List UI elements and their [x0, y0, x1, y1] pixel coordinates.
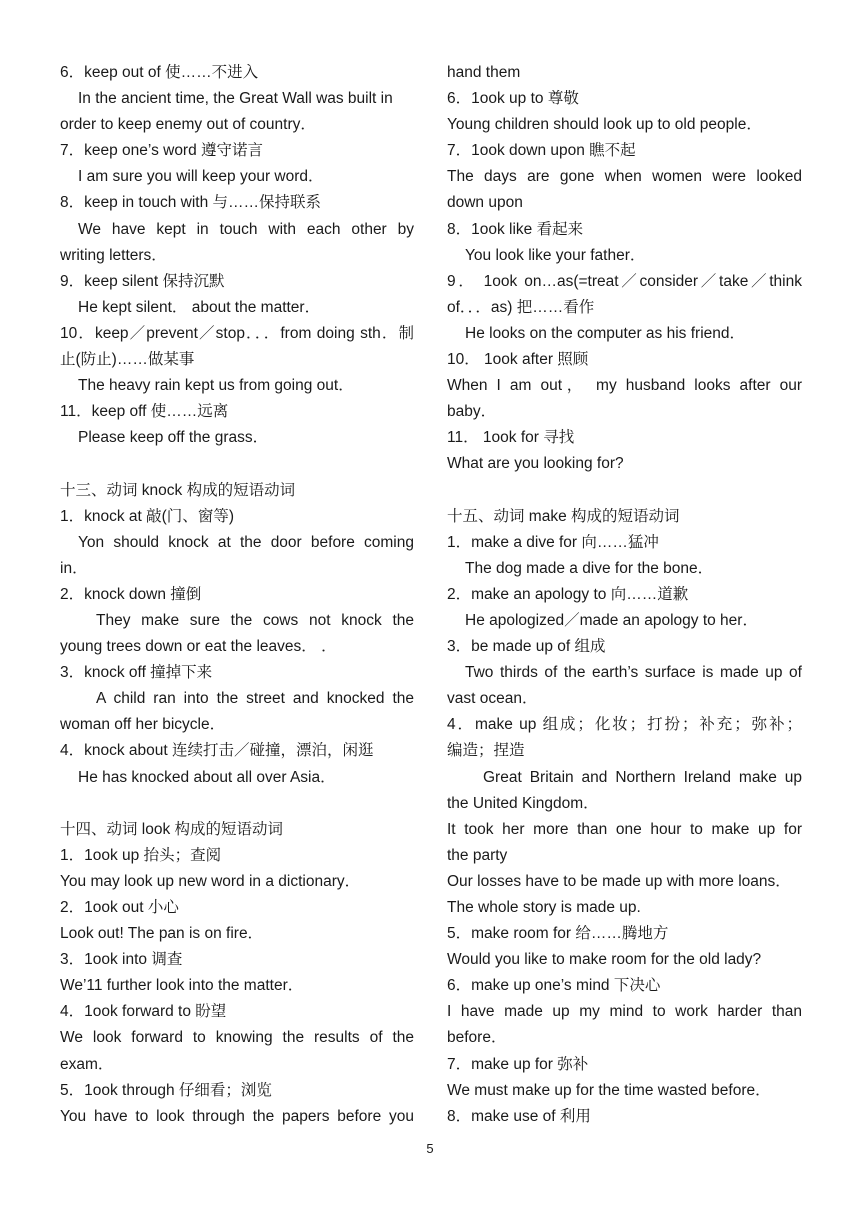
blank-line [60, 791, 414, 817]
text-line: 10．keep／prevent／stop．．．from doing sth．制 [60, 324, 414, 342]
text-line: 止(防止)……做某事 [60, 351, 195, 369]
text-line: We look forward to knowing the results of the [60, 1029, 414, 1047]
text-line: 3．knock off 撞掉下来 [60, 664, 213, 682]
text-line: You have to look through the papers before you [60, 1107, 414, 1125]
text-line: We must make up for the time wasted before． [447, 1081, 771, 1099]
text-line: 5．1ook through 仔细看；浏览 [60, 1081, 272, 1099]
text-line: The dog made a dive for the bone． [465, 559, 714, 577]
text-line: 4．knock about 连续打击／碰撞，漂泊，闲逛 [60, 742, 374, 760]
text-line: 编造；捏造 [447, 742, 525, 760]
text-line: 2．1ook out 小心 [60, 899, 179, 916]
page-number: 5 [426, 1141, 434, 1156]
text-line: Young children should look up to old people． [447, 116, 762, 134]
text-line: 3．1ook into 调查 [60, 951, 183, 969]
text-line: 3．be made up of 组成 [447, 638, 606, 656]
text-line: The whole story is made up. [447, 899, 641, 916]
text-line: 6．keep out of 使……不进入 [60, 64, 259, 81]
text-line: of．．．as) 把……看作 [447, 298, 595, 316]
text-line: 8．1ook like 看起来 [447, 220, 584, 238]
text-line: The heavy rain kept us from going out． [78, 377, 354, 395]
text-line: 5．make room for 给……腾地方 [447, 925, 669, 943]
text-line: 7．keep one’s word 遵守诺言 [60, 142, 264, 160]
text-line: 10． 1ook after 照顾 [447, 351, 589, 369]
text-line: hand them [447, 64, 521, 81]
blank-line [447, 478, 802, 504]
text-line: 8．keep in touch with 与……保持联系 [60, 194, 322, 212]
text-line: Great Britain and Northern Ireland make up [483, 768, 802, 786]
text-line: Our losses have to be made up with more loans． [447, 872, 791, 890]
text-line: It took her more than one hour to make up for [447, 820, 802, 838]
text-line: 十三、动词 knock 构成的短语动词 [60, 481, 296, 499]
text-line: Would you like to make room for the old lady? [447, 951, 762, 969]
text-line: He looks on the computer as his friend． [465, 324, 745, 342]
text-line: in． [60, 559, 88, 577]
text-line: 十五、动词 make 构成的短语动词 [447, 507, 680, 525]
text-line: 9． 1ook on…as(=treat／consider／take／think [447, 272, 802, 290]
text-line: 1．make a dive for 向……猛冲 [447, 533, 659, 551]
text-line: 4．make up 组成；化妆；打扮；补充；弥补； [447, 716, 802, 734]
text-line: 7．1ook down upon 瞧不起 [447, 142, 636, 160]
text-line: A child ran into the street and knocked the [96, 690, 414, 708]
text-line: When I am out， my husband looks after our [447, 377, 802, 395]
text-line: I am sure you will keep your word． [78, 168, 324, 186]
text-line: 7．make up for 弥补 [447, 1055, 589, 1073]
text-line: Look out! The pan is on fire． [60, 925, 264, 943]
text-line: You may look up new word in a dictionary． [60, 872, 361, 890]
right-column [447, 60, 802, 1130]
text-line: 1．1ook up 抬头；查阅 [60, 846, 222, 864]
text-line: The days are gone when women were looked [447, 168, 802, 186]
text-line: writing letters． [60, 246, 167, 264]
blank-line [60, 451, 414, 477]
text-line: 十四、动词 look 构成的短语动词 [60, 820, 284, 838]
text-line: before． [447, 1029, 507, 1047]
text-line: We’11 further look into the matter． [60, 977, 304, 995]
text-line: What are you looking for? [447, 455, 624, 473]
text-line: In the ancient time, the Great Wall was built in [78, 90, 393, 108]
text-line: 2．make an apology to 向……道歉 [447, 585, 689, 603]
text-line: I have made up my mind to work harder than [447, 1003, 802, 1021]
text-line: the party [447, 846, 508, 864]
text-line: 11． 1ook for 寻找 [447, 429, 575, 447]
text-line: vast ocean． [447, 690, 538, 708]
text-line: They make sure the cows not knock the [96, 611, 414, 629]
text-line: He apologized／made an apology to her． [465, 611, 758, 629]
text-line: He kept silent． about the matter． [78, 298, 321, 316]
text-line: 4．1ook forward to 盼望 [60, 1003, 227, 1021]
text-line: exam． [60, 1055, 114, 1073]
text-line: young trees down or eat the leaves． ． [60, 638, 337, 656]
text-line: baby． [447, 403, 497, 421]
text-line: woman off her bicycle． [60, 716, 226, 734]
text-line: 2．knock down 撞倒 [60, 585, 202, 603]
text-line: 9．keep silent 保持沉默 [60, 272, 225, 290]
text-line: We have kept in touch with each other by [78, 220, 414, 238]
text-line: 6．make up one’s mind 下决心 [447, 977, 661, 995]
text-line: Please keep off the grass． [78, 429, 269, 447]
text-line: 8．make use of 利用 [447, 1107, 591, 1125]
text-line: You look like your father． [465, 246, 646, 264]
text-line: 6．1ook up to 尊敬 [447, 90, 579, 108]
text-line: He has knocked about all over Asia． [78, 768, 336, 786]
text-line: Two thirds of the earth’s surface is made up of [465, 664, 802, 682]
left-column [60, 60, 414, 1130]
text-line: 11．keep off 使……远离 [60, 403, 229, 421]
text-line: 1．knock at 敲(门、窗等) [60, 507, 234, 525]
text-line: the United Kingdom． [447, 794, 599, 812]
text-line: down upon [447, 194, 523, 212]
text-line: order to keep enemy out of country． [60, 116, 316, 134]
text-line: Yon should knock at the door before coming [78, 533, 414, 551]
